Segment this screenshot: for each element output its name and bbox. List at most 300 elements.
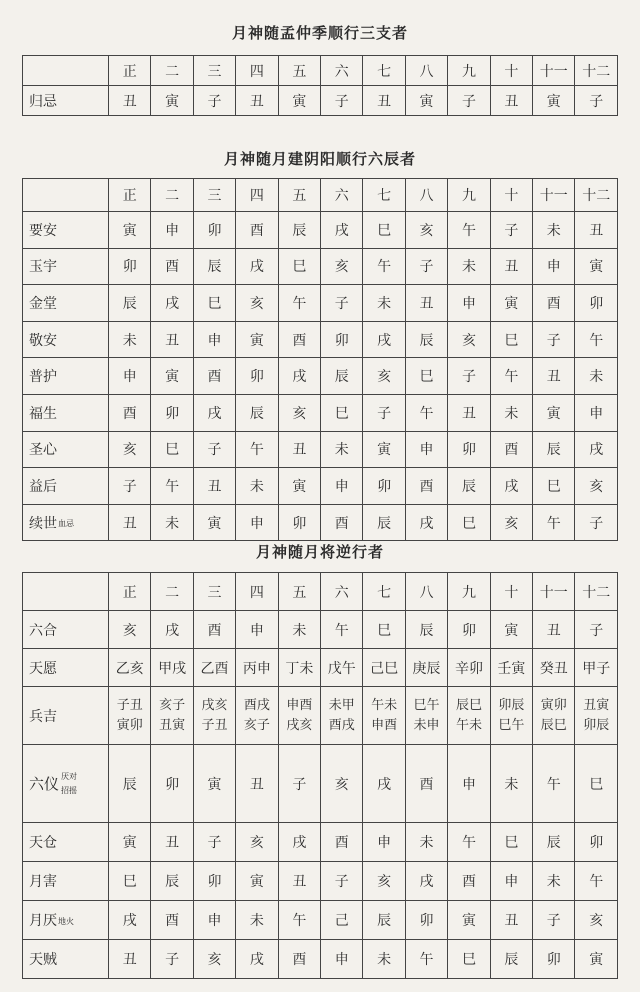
branch-cell: 卯 [575, 823, 618, 862]
branch-cell: 戌 [363, 321, 405, 358]
branch-cell: 寅 [109, 823, 151, 862]
row-label-text: 要安 [29, 222, 57, 239]
branch-cell: 未 [109, 321, 151, 358]
row-label [23, 611, 109, 649]
row-label-text: 六仪 [29, 775, 60, 793]
section3-title: 月神随月将逆行者 [255, 543, 384, 561]
branch-cell: 甲戌 [151, 649, 193, 687]
branch-cell: 子 [533, 901, 575, 940]
branch-cell: 丑 [151, 823, 193, 862]
branch-cell: 辰 [405, 611, 447, 649]
month-header: 二 [151, 573, 193, 611]
branch-cell: 卯 [363, 468, 405, 505]
branch-cell: 丁未 [278, 649, 320, 687]
branch-cell: 辰 [533, 431, 575, 468]
branch-cell: 卯 [448, 431, 490, 468]
branch-cell: 丑 [109, 504, 151, 541]
month-header: 五 [278, 179, 320, 212]
row-label-text: 敬安 [29, 332, 57, 349]
month-header: 十一 [533, 56, 575, 86]
row-label-text: 圣心 [29, 442, 57, 459]
branch-cell: 酉 [193, 358, 235, 395]
branch-cell: 午 [151, 468, 193, 505]
branch-cell: 丑 [490, 248, 532, 285]
branch-cell: 子 [321, 285, 363, 322]
branch-cell: 寅 [236, 862, 278, 901]
branch-cell: 子 [321, 86, 363, 116]
branch-cell: 午 [363, 248, 405, 285]
branch-cell: 午 [405, 940, 447, 979]
branch-cell: 子 [448, 86, 490, 116]
month-header: 三 [193, 56, 235, 86]
month-header: 六 [321, 179, 363, 212]
branch-cell: 寅 [236, 321, 278, 358]
branch-cell: 辰 [363, 504, 405, 541]
branch-cell: 未 [575, 358, 618, 395]
branch-cell: 辰 [448, 468, 490, 505]
branch-pair-line: 辰巳 [455, 697, 482, 713]
table-row [23, 940, 618, 979]
branch-cell: 戌 [278, 358, 320, 395]
branch-cell: 申 [490, 862, 532, 901]
branch-cell: 丑 [448, 394, 490, 431]
branch-cell: 未 [490, 745, 532, 823]
branch-cell: 未 [321, 431, 363, 468]
branch-cell: 午 [575, 862, 618, 901]
table-nixing [22, 572, 618, 979]
corner-cell [23, 179, 109, 212]
section1-title: 月神随孟仲季顺行三支者 [231, 24, 408, 42]
table-row [23, 687, 618, 745]
branch-cell: 申 [448, 745, 490, 823]
branch-cell: 丑 [278, 431, 320, 468]
branch-cell: 酉 [490, 431, 532, 468]
branch-cell: 寅 [363, 431, 405, 468]
month-header: 三 [193, 179, 235, 212]
branch-pair-line: 申酉 [371, 717, 398, 733]
branch-pair-cell [533, 687, 575, 745]
branch-cell: 申 [405, 431, 447, 468]
section2-title: 月神随月建阴阳顺行六辰者 [223, 150, 416, 168]
branch-cell: 亥 [575, 468, 618, 505]
branch-cell: 巳 [109, 862, 151, 901]
row-label [23, 394, 109, 431]
row-label-text: 福生 [29, 405, 57, 422]
month-header: 九 [448, 573, 490, 611]
row-label-note: 招摇 [61, 785, 78, 795]
table-row [23, 901, 618, 940]
branch-cell: 辰 [363, 901, 405, 940]
branch-pair-line: 丑寅 [583, 697, 610, 713]
branch-cell: 寅 [490, 611, 532, 649]
branch-cell: 寅 [193, 504, 235, 541]
row-label-note: 地火 [58, 916, 74, 926]
branch-pair-line: 辰巳 [540, 717, 567, 733]
branch-cell: 申 [321, 940, 363, 979]
row-label-text: 天愿 [29, 660, 57, 677]
branch-cell: 未 [448, 248, 490, 285]
branch-cell: 午 [278, 285, 320, 322]
branch-cell: 未 [278, 611, 320, 649]
branch-cell: 丑 [575, 212, 618, 249]
branch-cell: 辰 [193, 248, 235, 285]
table-row [23, 86, 618, 116]
branch-cell: 午 [533, 745, 575, 823]
branch-cell: 午 [405, 394, 447, 431]
branch-cell: 巳 [490, 321, 532, 358]
branch-pair-line: 丑寅 [159, 717, 186, 733]
row-label [23, 358, 109, 395]
branch-pair-line: 亥子 [243, 717, 270, 733]
branch-cell: 亥 [193, 940, 235, 979]
table-row [23, 285, 618, 322]
branch-cell: 卯 [533, 940, 575, 979]
branch-cell: 酉 [109, 394, 151, 431]
month-header: 七 [363, 573, 405, 611]
branch-cell: 辛卯 [448, 649, 490, 687]
branch-cell: 申 [448, 285, 490, 322]
branch-cell: 亥 [236, 823, 278, 862]
branch-cell: 子 [193, 823, 235, 862]
table-row [23, 212, 618, 249]
branch-cell: 寅 [151, 358, 193, 395]
branch-cell: 丑 [278, 862, 320, 901]
branch-cell: 寅 [278, 86, 320, 116]
row-label [23, 86, 109, 116]
month-header: 正 [109, 56, 151, 86]
branch-cell: 申 [236, 611, 278, 649]
month-header: 七 [363, 56, 405, 86]
branch-cell: 寅 [448, 901, 490, 940]
row-label-text: 六合 [29, 622, 57, 639]
branch-cell: 申 [236, 504, 278, 541]
branch-pair-line: 酉戌 [328, 717, 355, 733]
table-guiji [22, 55, 618, 116]
branch-cell: 午 [448, 823, 490, 862]
branch-cell: 亥 [490, 504, 532, 541]
branch-cell: 戌 [236, 940, 278, 979]
row-label [23, 321, 109, 358]
branch-cell: 未 [236, 468, 278, 505]
branch-pair-line: 申酉 [286, 697, 313, 713]
branch-pair-line: 卯辰 [583, 717, 610, 733]
month-header: 四 [236, 56, 278, 86]
branch-cell: 亥 [109, 611, 151, 649]
branch-pair-cell [405, 687, 447, 745]
month-header-row [23, 179, 618, 212]
branch-cell: 戌 [109, 901, 151, 940]
month-header: 十 [490, 573, 532, 611]
branch-cell: 子 [193, 86, 235, 116]
branch-cell: 寅 [278, 468, 320, 505]
row-label-text: 天贼 [29, 952, 57, 968]
table-row [23, 745, 618, 823]
branch-cell: 癸丑 [533, 649, 575, 687]
branch-cell: 辰 [533, 823, 575, 862]
row-label [23, 248, 109, 285]
branch-cell: 戌 [490, 468, 532, 505]
branch-cell: 戌 [193, 394, 235, 431]
table-row [23, 649, 618, 687]
month-header: 十 [490, 179, 532, 212]
branch-cell: 酉 [321, 823, 363, 862]
branch-pair-cell [236, 687, 278, 745]
row-label [23, 649, 109, 687]
branch-pair-cell [575, 687, 618, 745]
row-label-text: 普护 [29, 369, 57, 386]
table-row [23, 862, 618, 901]
branch-cell: 辰 [109, 745, 151, 823]
branch-cell: 丑 [109, 940, 151, 979]
branch-pair-line: 酉戌 [243, 697, 270, 713]
branch-cell: 午 [448, 212, 490, 249]
branch-cell: 亥 [321, 745, 363, 823]
row-label-text: 归忌 [29, 93, 57, 110]
branch-cell: 壬寅 [490, 649, 532, 687]
branch-cell: 亥 [363, 358, 405, 395]
branch-pair-line: 子丑 [116, 697, 143, 713]
branch-cell: 巳 [151, 431, 193, 468]
row-label-text: 月厌 [29, 913, 57, 929]
branch-cell: 子 [575, 611, 618, 649]
branch-cell: 丑 [236, 745, 278, 823]
branch-cell: 寅 [490, 285, 532, 322]
branch-cell: 卯 [193, 862, 235, 901]
branch-pair-line: 未申 [413, 717, 440, 733]
branch-cell: 酉 [321, 504, 363, 541]
branch-cell: 辰 [236, 394, 278, 431]
branch-pair-cell [321, 687, 363, 745]
branch-cell: 子 [575, 504, 618, 541]
branch-cell: 亥 [363, 862, 405, 901]
month-header: 六 [321, 56, 363, 86]
branch-pair-line: 卯辰 [498, 697, 525, 713]
month-header: 十二 [575, 573, 618, 611]
branch-cell: 子 [278, 745, 320, 823]
month-header: 九 [448, 179, 490, 212]
branch-cell: 卯 [193, 212, 235, 249]
branch-pair-line: 巳午 [413, 697, 440, 713]
branch-cell: 亥 [575, 901, 618, 940]
branch-cell: 子 [405, 248, 447, 285]
branch-cell: 丑 [193, 468, 235, 505]
branch-cell: 丑 [363, 86, 405, 116]
branch-pair-line: 寅卯 [116, 717, 143, 733]
branch-cell: 寅 [533, 86, 575, 116]
branch-cell: 申 [109, 358, 151, 395]
branch-cell: 寅 [151, 86, 193, 116]
table-shunxing-liuchen [22, 178, 618, 541]
branch-cell: 戌 [236, 248, 278, 285]
branch-pair-cell [109, 687, 151, 745]
month-header: 五 [278, 573, 320, 611]
branch-cell: 未 [533, 862, 575, 901]
branch-cell: 戌 [405, 504, 447, 541]
branch-cell: 卯 [278, 504, 320, 541]
row-label-note: 厌对 [61, 771, 78, 781]
branch-cell: 酉 [533, 285, 575, 322]
branch-cell: 庚辰 [405, 649, 447, 687]
branch-cell: 丑 [109, 86, 151, 116]
branch-cell: 未 [363, 285, 405, 322]
branch-cell: 申 [533, 248, 575, 285]
month-header: 八 [405, 179, 447, 212]
branch-cell: 卯 [321, 321, 363, 358]
table-row [23, 248, 618, 285]
branch-cell: 寅 [109, 212, 151, 249]
branch-pair-cell [278, 687, 320, 745]
row-label [23, 687, 109, 745]
branch-cell: 子 [321, 862, 363, 901]
branch-cell: 己巳 [363, 649, 405, 687]
table-row [23, 358, 618, 395]
branch-cell: 子 [533, 321, 575, 358]
branch-cell: 丑 [533, 358, 575, 395]
month-header: 二 [151, 56, 193, 86]
branch-cell: 酉 [405, 745, 447, 823]
branch-cell: 己 [321, 901, 363, 940]
month-header: 十一 [533, 179, 575, 212]
branch-cell: 戌 [321, 212, 363, 249]
branch-cell: 巳 [575, 745, 618, 823]
branch-cell: 丑 [490, 86, 532, 116]
branch-cell: 未 [363, 940, 405, 979]
branch-cell: 戌 [151, 611, 193, 649]
branch-cell: 戌 [575, 431, 618, 468]
branch-cell: 未 [236, 901, 278, 940]
table-row [23, 431, 618, 468]
row-label [23, 431, 109, 468]
table-row [23, 611, 618, 649]
branch-cell: 丑 [490, 901, 532, 940]
branch-pair-cell [490, 687, 532, 745]
row-label-text: 续世 [29, 515, 57, 532]
branch-cell: 丙申 [236, 649, 278, 687]
branch-cell: 亥 [236, 285, 278, 322]
branch-cell: 寅 [533, 394, 575, 431]
branch-cell: 寅 [575, 248, 618, 285]
branch-cell: 午 [278, 901, 320, 940]
branch-cell: 辰 [151, 862, 193, 901]
branch-cell: 未 [490, 394, 532, 431]
month-header: 九 [448, 56, 490, 86]
month-header: 八 [405, 573, 447, 611]
row-label [23, 285, 109, 322]
branch-cell: 酉 [151, 248, 193, 285]
corner-cell [23, 56, 109, 86]
month-header: 四 [236, 179, 278, 212]
branch-cell: 巳 [321, 394, 363, 431]
branch-pair-line: 戌亥 [201, 697, 228, 713]
branch-cell: 亥 [405, 212, 447, 249]
row-label-text: 月害 [29, 874, 57, 890]
row-label [23, 901, 109, 940]
branch-cell: 戊午 [321, 649, 363, 687]
branch-cell: 亥 [278, 394, 320, 431]
branch-cell: 申 [321, 468, 363, 505]
row-label [23, 823, 109, 862]
row-label-text: 益后 [29, 478, 57, 495]
branch-cell: 甲子 [575, 649, 618, 687]
branch-cell: 丑 [405, 285, 447, 322]
branch-cell: 巳 [490, 823, 532, 862]
branch-cell: 辰 [405, 321, 447, 358]
row-label-text: 玉宇 [29, 259, 57, 276]
month-header: 正 [109, 573, 151, 611]
corner-cell [23, 573, 109, 611]
branch-cell: 申 [193, 321, 235, 358]
branch-cell: 午 [533, 504, 575, 541]
month-header: 二 [151, 179, 193, 212]
branch-cell: 卯 [236, 358, 278, 395]
branch-cell: 辰 [109, 285, 151, 322]
month-header: 十一 [533, 573, 575, 611]
branch-cell: 卯 [405, 901, 447, 940]
row-label-note: 血忌 [58, 519, 74, 529]
branch-cell: 乙酉 [193, 649, 235, 687]
branch-cell: 戌 [405, 862, 447, 901]
branch-cell: 亥 [448, 321, 490, 358]
row-label [23, 745, 109, 823]
month-header: 十二 [575, 56, 618, 86]
row-label [23, 212, 109, 249]
branch-cell: 酉 [193, 611, 235, 649]
month-header: 四 [236, 573, 278, 611]
month-header-row [23, 573, 618, 611]
branch-pair-cell [363, 687, 405, 745]
branch-cell: 酉 [405, 468, 447, 505]
branch-cell: 酉 [151, 901, 193, 940]
branch-cell: 午 [490, 358, 532, 395]
branch-cell: 未 [151, 504, 193, 541]
branch-cell: 酉 [278, 940, 320, 979]
branch-cell: 辰 [321, 358, 363, 395]
branch-cell: 寅 [193, 745, 235, 823]
branch-pair-line: 巳午 [498, 717, 525, 733]
branch-cell: 戌 [151, 285, 193, 322]
branch-cell: 巳 [363, 212, 405, 249]
branch-cell: 午 [321, 611, 363, 649]
branch-cell: 乙亥 [109, 649, 151, 687]
row-label-text: 天仓 [29, 835, 57, 851]
branch-cell: 巳 [193, 285, 235, 322]
branch-pair-line: 寅卯 [540, 697, 567, 713]
branch-cell: 子 [109, 468, 151, 505]
branch-cell: 卯 [151, 394, 193, 431]
branch-cell: 酉 [448, 862, 490, 901]
branch-cell: 申 [575, 394, 618, 431]
row-label [23, 468, 109, 505]
branch-cell: 卯 [109, 248, 151, 285]
branch-cell: 辰 [278, 212, 320, 249]
table-row [23, 504, 618, 541]
month-header: 五 [278, 56, 320, 86]
branch-cell: 申 [151, 212, 193, 249]
branch-cell: 子 [363, 394, 405, 431]
branch-cell: 巳 [533, 468, 575, 505]
branch-cell: 酉 [278, 321, 320, 358]
month-header: 八 [405, 56, 447, 86]
table-row [23, 468, 618, 505]
branch-cell: 戌 [363, 745, 405, 823]
month-header: 七 [363, 179, 405, 212]
branch-cell: 子 [151, 940, 193, 979]
branch-pair-cell [193, 687, 235, 745]
row-label-text: 兵吉 [29, 708, 57, 725]
row-label [23, 862, 109, 901]
row-label [23, 504, 109, 541]
row-label-text: 金堂 [29, 295, 57, 312]
